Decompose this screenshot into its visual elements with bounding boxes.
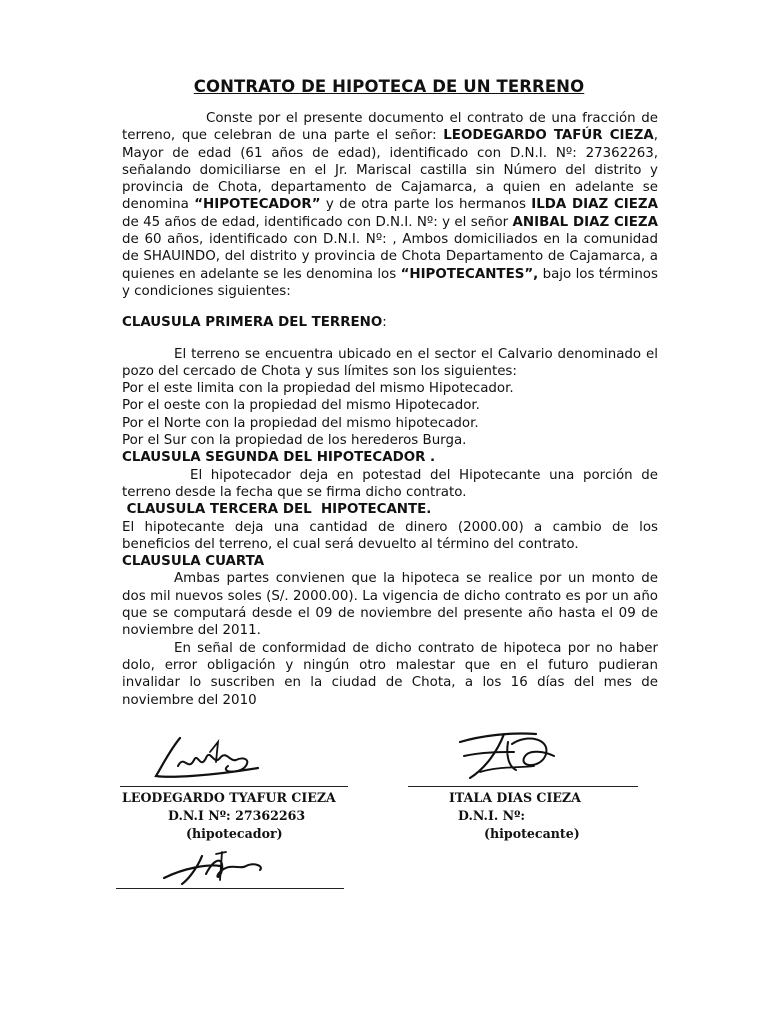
intro-paragraph <box>122 110 658 300</box>
signature-itala <box>450 722 560 784</box>
clause2-heading: CLAUSULA SEGUNDA DEL HIPOTECADOR . <box>122 450 436 466</box>
hipotecador-name: LEODEGARDO TAFÚR CIEZA <box>443 128 654 144</box>
clause1-text: El terreno se encuentra ubicado en el sector el Calvario denominado el pozo del cercado de Chota y sus límites son los siguientes: <box>122 346 658 379</box>
signer-right-name: ITALA DIAS CIEZA <box>449 790 581 805</box>
signature-line-right <box>408 786 638 787</box>
hipotecante-name-1: ILDA DIAZ CIEZA <box>531 197 658 213</box>
clause4-heading: CLAUSULA CUARTA <box>122 554 265 570</box>
clause2-text: El hipotecador deja en potestad del Hipotecante una porción de terreno desde la fecha que se firma dicho contrato. <box>122 467 658 500</box>
signer-right-dni: D.N.I. Nº: <box>458 808 526 823</box>
clause4-text: Ambas partes convienen que la hipoteca se realice por un monto de dos mil nuevos soles (S/. 2000.00). La vigencia de dicho contrato es por un año que se computará desde el 09 de noviembre del presente año hasta el 09 de noviembre del 2011. <box>122 571 658 639</box>
intro-text-4: de 45 años de edad, identificado con D.N.I. Nº: y el señor <box>122 214 513 230</box>
closing-text: En señal de conformidad de dicho contrato de hipoteca por no haber dolo, error obligación y ningún otro malestar que en el futuro pudieran invalidar lo suscriben en la ciudad de Chota, a los 16 días del mes de noviembre del 2010 <box>122 640 658 708</box>
clause1-heading: CLAUSULA PRIMERA DEL TERRENO: <box>122 315 387 331</box>
signer-left-name: LEODEGARDO TYAFUR CIEZA <box>122 790 336 805</box>
signature-line-left <box>120 786 348 787</box>
signature-line-bottom <box>116 888 344 889</box>
hipotecador-term: “HIPOTECADOR” <box>194 197 321 213</box>
clause3-text: El hipotecante deja una cantidad de dinero (2000.00) a cambio de los beneficios del terreno, el cual será devuelto al término del contrato. <box>122 519 658 552</box>
intro-text-5: de 60 años, identificado con D.N.I. Nº: , Ambos domiciliados en la comunidad de SHAUINDO, del distrito y provincia de Chota Departamento de Cajamarca, a quienes en adelante se les denomina los <box>122 232 658 282</box>
intro-text-3: y de otra parte los hermanos <box>320 197 532 213</box>
limit-north: Por el Norte con la propiedad del mismo hipotecador. <box>122 415 479 431</box>
signer-right-role: (hipotecante) <box>484 826 580 841</box>
contract-body <box>122 110 658 709</box>
document-title: CONTRATO DE HIPOTECA DE UN TERRENO <box>193 77 585 96</box>
signer-left-role: (hipotecador) <box>186 826 283 841</box>
hipotecante-name-2: ANIBAL DIAZ CIEZA <box>512 214 658 230</box>
signature-leodegardo <box>140 732 270 786</box>
signer-left-dni: D.N.I Nº: 27362263 <box>168 808 306 823</box>
intro-text-1: Conste por el presente documento el contrato de una fracción de terreno, que celebran de una parte el señor: <box>122 111 658 144</box>
limit-east: Por el este limita con la propiedad del mismo Hipotecador. <box>122 381 514 397</box>
intro-text-6: bajo los términos y condiciones siguientes: <box>122 266 658 299</box>
limit-west: Por el oeste con la propiedad del mismo Hipotecador. <box>122 398 480 414</box>
signature-third <box>160 848 270 888</box>
limit-south: Por el Sur con la propiedad de los herederos Burga. <box>122 433 467 449</box>
clause3-heading: CLAUSULA TERCERA DEL HIPOTECANTE. <box>122 502 432 518</box>
intro-text-2: , Mayor de edad (61 años de edad), identificado con D.N.I. Nº: 27362263, señalando domiciliarse en el Jr. Mariscal castilla sin Número del distrito y provincia de Chota, departamento de Cajamarca, a quien en adelante se denomina <box>122 128 658 213</box>
hipotecantes-term: “HIPOTECANTES”, <box>400 266 539 282</box>
